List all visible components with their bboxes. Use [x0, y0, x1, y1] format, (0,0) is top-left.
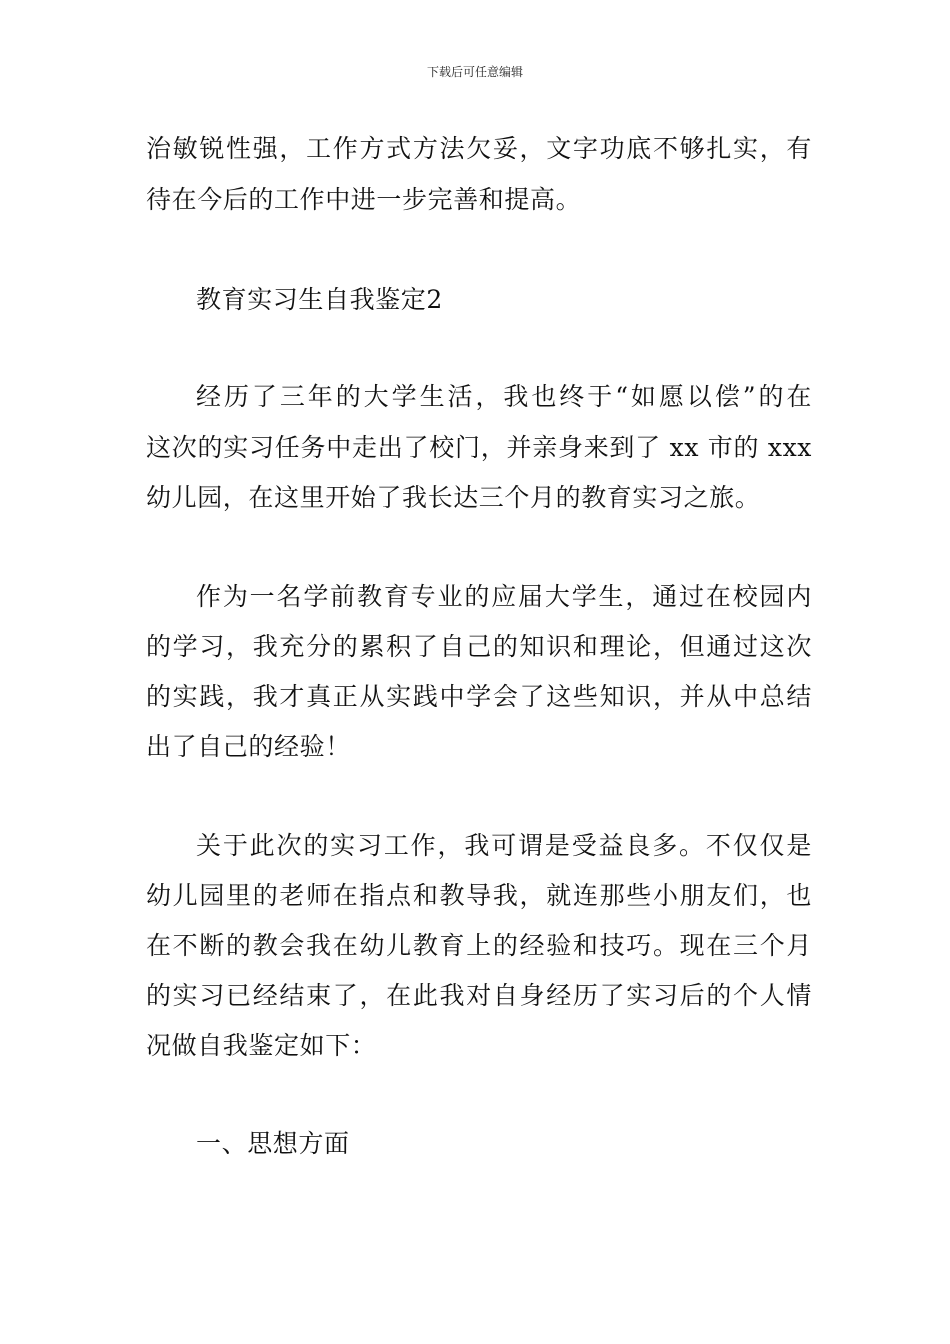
paragraph-line: 的学习，我充分的累积了自己的知识和理论，但通过这次 — [146, 632, 812, 661]
paragraph-line: 幼儿园，在这里开始了我长达三个月的教育实习之旅。 — [146, 483, 761, 512]
paragraph-line: 的实习已经结束了，在此我对自身经历了实习后的个人情 — [146, 981, 812, 1010]
page-header: 下载后可任意编辑 — [426, 65, 523, 79]
subsection-heading: 一、思想方面 — [196, 1129, 350, 1158]
paragraph-line: 的实践，我才真正从实践中学会了这些知识，并从中总结 — [146, 682, 812, 711]
paragraph-line: 出了自己的经验！ — [146, 732, 351, 761]
paragraph-line: 这次的实习任务中走出了校门，并亲身来到了 xx 市的 xxx — [146, 433, 812, 462]
paragraph-line: 待在今后的工作中进一步完善和提高。 — [146, 185, 582, 214]
paragraph-line: 在不断的教会我在幼儿教育上的经验和技巧。现在三个月 — [146, 931, 812, 960]
paragraph-line: 经历了三年的大学生活，我也终于“如愿以偿”的在 — [196, 382, 812, 411]
paragraph-line: 况做自我鉴定如下： — [146, 1031, 377, 1060]
paragraph-line: 幼儿园里的老师在指点和教导我，就连那些小朋友们，也 — [146, 881, 812, 910]
paragraph-line: 作为一名学前教育专业的应届大学生，通过在校园内 — [196, 582, 812, 611]
paragraph-line: 治敏锐性强，工作方式方法欠妥，文字功底不够扎实，有 — [146, 134, 812, 163]
paragraph-line: 关于此次的实习工作，我可谓是受益良多。不仅仅是 — [196, 831, 812, 860]
section-title: 教育实习生自我鉴定2 — [196, 285, 443, 314]
